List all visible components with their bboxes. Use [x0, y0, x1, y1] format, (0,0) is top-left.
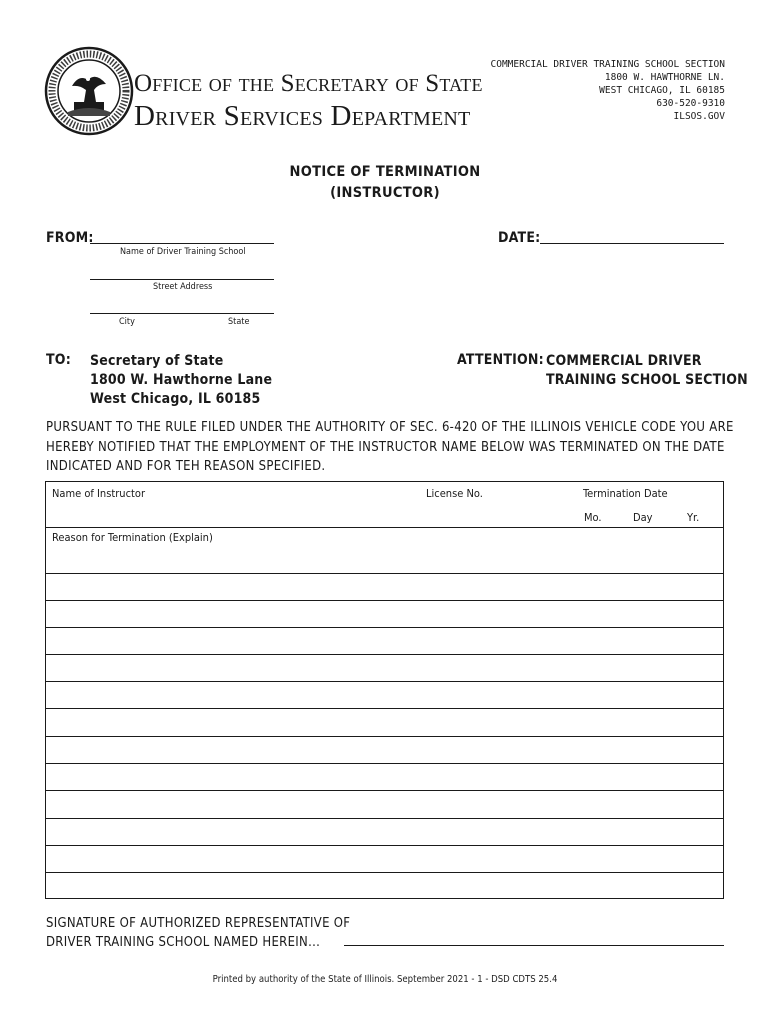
- city-state-field[interactable]: [90, 313, 274, 314]
- city-caption: City: [119, 317, 135, 327]
- signature-label: [46, 914, 350, 952]
- page-subtitle: (INSTRUCTOR): [330, 185, 440, 201]
- street-address-field[interactable]: [90, 279, 274, 280]
- termination-form-table: [45, 481, 724, 899]
- to-address-line: West Chicago, IL 60185: [90, 391, 261, 407]
- attention-line: TRAINING SCHOOL SECTION: [546, 372, 748, 388]
- office-title: Office of the Secretary of State: [134, 70, 483, 97]
- to-label: TO:: [46, 352, 71, 368]
- signature-label-line: DRIVER TRAINING SCHOOL NAMED HEREIN...: [46, 935, 321, 950]
- signature-field[interactable]: [344, 945, 724, 946]
- date-field[interactable]: [540, 243, 724, 244]
- reason-line[interactable]: [46, 600, 723, 601]
- address-line: WEST CHICAGO, IL 60185: [599, 85, 725, 96]
- day-label: Day: [633, 511, 653, 524]
- attention-line: COMMERCIAL DRIVER: [546, 353, 702, 369]
- date-label: DATE:: [498, 230, 541, 246]
- from-label: FROM:: [46, 230, 94, 246]
- school-name-field[interactable]: [90, 243, 274, 244]
- reason-label: Reason for Termination (Explain): [52, 531, 213, 544]
- page-title: NOTICE OF TERMINATION: [289, 164, 481, 180]
- attention-value: [546, 352, 748, 390]
- notice-body-text: PURSUANT TO THE RULE FILED UNDER THE AUTHORITY OF SEC. 6-420 OF THE ILLINOIS VEHICLE CODE YOU ARE HEREBY NOTIFIED THAT THE EMPLOYMENT OF THE INSTRUCTOR NAME BELOW WAS TERMINATED ON THE DATE INDICATED AND FOR TEH REASON SPECIFIED.: [46, 420, 734, 474]
- footer-note: Printed by authority of the State of Illinois. September 2021 - 1 - DSD CDTS 25.4: [212, 974, 558, 985]
- address-line: ILSOS.GOV: [673, 111, 725, 122]
- to-address: [90, 352, 272, 409]
- table-divider: [46, 527, 723, 528]
- address-line: 630-520-9310: [656, 98, 725, 109]
- reason-line[interactable]: [46, 818, 723, 819]
- return-address: [491, 58, 726, 123]
- address-line: COMMERCIAL DRIVER TRAINING SCHOOL SECTION: [490, 59, 725, 70]
- attention-label: ATTENTION:: [457, 352, 544, 368]
- department-title: Driver Services Department: [134, 100, 471, 132]
- reason-line[interactable]: [46, 573, 723, 574]
- reason-line[interactable]: [46, 681, 723, 682]
- state-caption: State: [228, 317, 250, 327]
- reason-line[interactable]: [46, 654, 723, 655]
- reason-line[interactable]: [46, 763, 723, 764]
- reason-line[interactable]: [46, 708, 723, 709]
- to-address-line: Secretary of State: [90, 353, 224, 369]
- reason-line[interactable]: [46, 627, 723, 628]
- state-seal-icon: [44, 46, 134, 136]
- termination-date-label: Termination Date: [583, 487, 668, 500]
- year-label: Yr.: [687, 511, 700, 524]
- address-line: 1800 W. HAWTHORNE LN.: [604, 72, 725, 83]
- signature-label-line: SIGNATURE OF AUTHORIZED REPRESENTATIVE OF: [46, 916, 351, 931]
- to-address-line: 1800 W. Hawthorne Lane: [90, 372, 273, 388]
- reason-line[interactable]: [46, 790, 723, 791]
- school-name-caption: Name of Driver Training School: [120, 247, 246, 257]
- license-number-label: License No.: [426, 487, 483, 500]
- reason-line[interactable]: [46, 872, 723, 873]
- reason-line[interactable]: [46, 736, 723, 737]
- month-label: Mo.: [584, 511, 602, 524]
- reason-line[interactable]: [46, 845, 723, 846]
- instructor-name-label: Name of Instructor: [52, 487, 146, 500]
- street-address-caption: Street Address: [153, 282, 213, 292]
